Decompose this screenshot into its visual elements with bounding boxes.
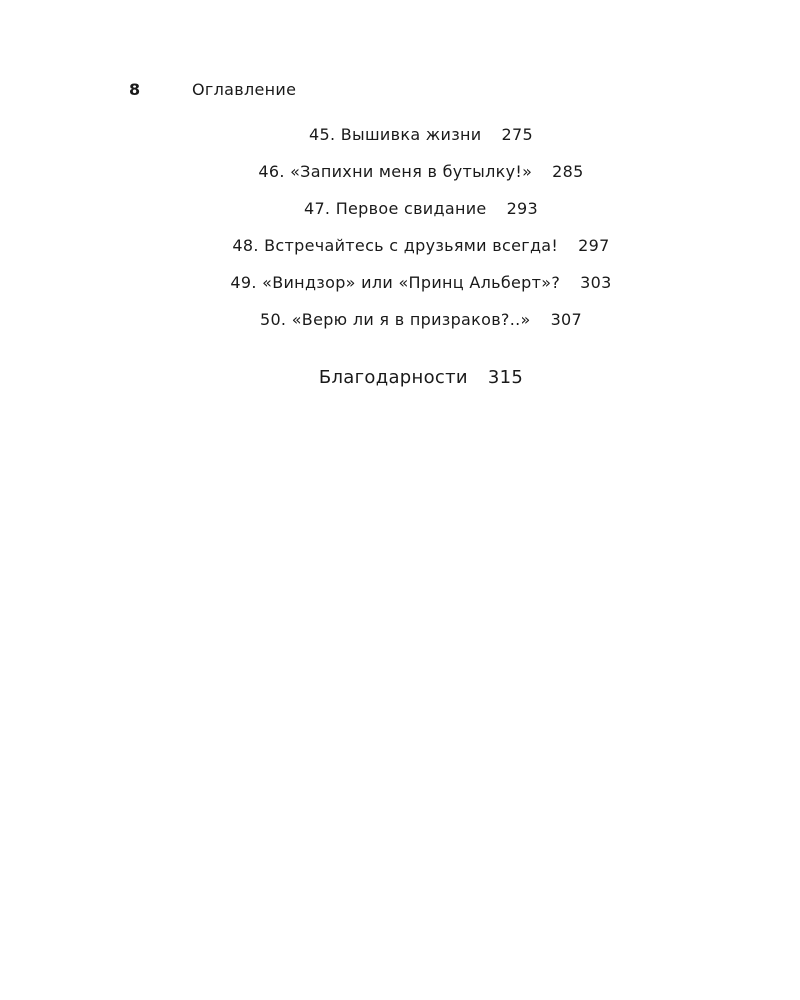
toc-entry-page: 285 (552, 162, 584, 181)
toc-entry (0, 235, 800, 272)
toc-entry-page: 303 (580, 273, 612, 292)
toc-entry-page: 297 (578, 236, 610, 255)
toc-entry-title: Благодарности (318, 367, 468, 388)
toc-entry (0, 161, 800, 198)
toc-entry (0, 272, 800, 309)
toc-entry-title: 47. Первое свидание (303, 199, 487, 218)
toc-entry-title: 48. Встречайтесь с друзьями всегда! (232, 236, 559, 255)
toc-entry (0, 124, 800, 161)
table-of-contents (0, 124, 800, 346)
toc-entry (0, 309, 800, 346)
section-title: Оглавление (192, 80, 297, 99)
toc-entry-acknowledgements (0, 366, 800, 390)
toc-entry-page: 307 (550, 310, 583, 329)
running-head (0, 80, 800, 102)
toc-entry-page: 315 (487, 367, 524, 388)
toc-entry-title: 49. «Виндзор» или «Принц Альберт»? (230, 273, 561, 292)
toc-entry-title: 50. «Верю ли я в призраков?..» (259, 310, 531, 329)
toc-entry-title: 46. «Запихни меня в бутылку!» (258, 162, 533, 181)
toc-entry (0, 198, 800, 235)
toc-entry-page: 293 (506, 199, 539, 218)
toc-entry-page: 275 (501, 125, 533, 144)
page-number: 8 (129, 80, 141, 99)
toc-entry-title: 45. Вышивка жизни (309, 125, 482, 144)
